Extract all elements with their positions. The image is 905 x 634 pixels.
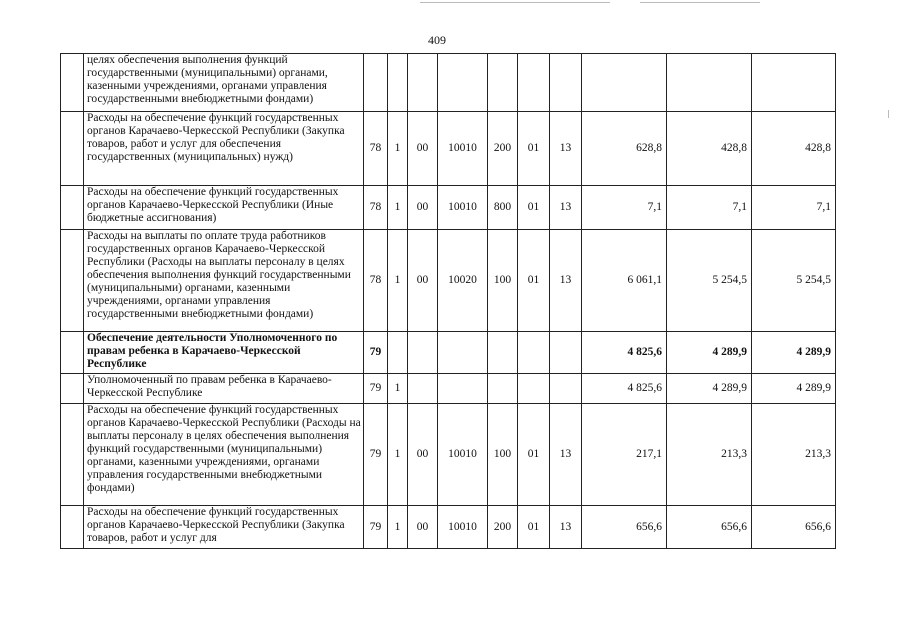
code-cell [518,332,550,374]
amount-cell: 213,3 [752,404,836,506]
scan-artifact-tick [888,110,889,118]
code-cell: 78 [364,230,388,332]
amount-cell: 7,1 [582,186,667,230]
amount-cell: 4 289,9 [667,374,752,404]
code-cell [408,374,438,404]
code-cell: 800 [488,186,518,230]
code-cell: 00 [408,230,438,332]
code-cell: 10010 [438,112,488,186]
code-cell [388,54,408,112]
amount-cell [582,54,667,112]
amount-cell: 4 289,9 [752,332,836,374]
row-margin-cell [61,332,84,374]
row-description: Расходы на выплаты по оплате труда работников государственных органов Карачаево-Черкесской Республики (Расходы на выплаты персоналу в целях обеспечения выполнения функций государственными (муниципальными) органами, казенными учреждениями, органами управления государственными внебюджетными фондами) [84,230,364,332]
row-margin-cell [61,112,84,186]
code-cell [518,374,550,404]
code-cell: 200 [488,506,518,549]
code-cell: 13 [550,404,582,506]
row-margin-cell [61,404,84,506]
code-cell: 10020 [438,230,488,332]
amount-cell: 4 825,6 [582,332,667,374]
table-row [61,332,836,374]
row-description: Расходы на обеспечение функций государственных органов Карачаево-Черкесской Республики (Иные бюджетные ассигнования) [84,186,364,230]
row-margin-cell [61,186,84,230]
code-cell: 00 [408,404,438,506]
scan-artifact-line [420,2,610,3]
code-cell: 1 [388,112,408,186]
amount-cell: 656,6 [667,506,752,549]
code-cell [550,332,582,374]
amount-cell: 5 254,5 [667,230,752,332]
amount-cell: 217,1 [582,404,667,506]
amount-cell: 628,8 [582,112,667,186]
code-cell: 100 [488,230,518,332]
code-cell: 00 [408,112,438,186]
row-margin-cell [61,374,84,404]
code-cell: 01 [518,186,550,230]
page-number: 409 [428,33,446,47]
row-margin-cell [61,54,84,112]
code-cell: 00 [408,506,438,549]
row-description: Расходы на обеспечение функций государственных органов Карачаево-Черкесской Республики (Закупка товаров, работ и услуг для [84,506,364,549]
code-cell [408,54,438,112]
code-cell [518,54,550,112]
code-cell: 79 [364,374,388,404]
code-cell: 00 [408,186,438,230]
code-cell: 79 [364,404,388,506]
code-cell [388,332,408,374]
amount-cell: 7,1 [752,186,836,230]
table-row [61,506,836,549]
table-row [61,230,836,332]
amount-cell [667,54,752,112]
amount-cell: 4 289,9 [667,332,752,374]
table-row [61,186,836,230]
code-cell [364,54,388,112]
row-description: целях обеспечения выполнения функций государственными (муниципальными) органами, казенными учреждениями, органами управления государственными внебюджетными фондами) [84,54,364,112]
code-cell [488,332,518,374]
code-cell [408,332,438,374]
code-cell: 13 [550,506,582,549]
code-cell: 200 [488,112,518,186]
code-cell: 13 [550,186,582,230]
row-margin-cell [61,506,84,549]
amount-cell: 428,8 [752,112,836,186]
code-cell: 78 [364,186,388,230]
code-cell [438,54,488,112]
code-cell [488,374,518,404]
table-row [61,404,836,506]
code-cell: 1 [388,404,408,506]
code-cell: 100 [488,404,518,506]
amount-cell: 4 825,6 [582,374,667,404]
amount-cell [752,54,836,112]
code-cell: 01 [518,404,550,506]
code-cell [438,332,488,374]
code-cell: 01 [518,506,550,549]
amount-cell: 656,6 [582,506,667,549]
code-cell: 10010 [438,506,488,549]
amount-cell: 4 289,9 [752,374,836,404]
amount-cell: 7,1 [667,186,752,230]
row-description: Расходы на обеспечение функций государственных органов Карачаево-Черкесской Республики (Закупка товаров, работ и услуг для обеспечения государственных (муниципальных) нужд) [84,112,364,186]
code-cell: 79 [364,506,388,549]
amount-cell: 656,6 [752,506,836,549]
code-cell: 1 [388,230,408,332]
amount-cell: 5 254,5 [752,230,836,332]
scan-artifact-line [640,2,760,3]
code-cell [550,54,582,112]
budget-table [60,53,836,549]
code-cell: 1 [388,186,408,230]
code-cell: 1 [388,374,408,404]
code-cell: 78 [364,112,388,186]
row-description: Расходы на обеспечение функций государственных органов Карачаево-Черкесской Республики (Расходы на выплаты персоналу в целях обеспечения выполнения функций государственными (муниципальными) органами, казенными учреждениями, органами управления государственными внебюджетными фондами) [84,404,364,506]
code-cell: 1 [388,506,408,549]
code-cell: 13 [550,112,582,186]
code-cell: 79 [364,332,388,374]
table-row [61,374,836,404]
code-cell: 01 [518,230,550,332]
row-margin-cell [61,230,84,332]
code-cell: 01 [518,112,550,186]
code-cell [488,54,518,112]
row-description: Обеспечение деятельности Уполномоченного по правам ребенка в Карачаево-Черкесской Республике [84,332,364,374]
code-cell [550,374,582,404]
code-cell: 10010 [438,404,488,506]
amount-cell: 428,8 [667,112,752,186]
code-cell: 10010 [438,186,488,230]
table-row [61,54,836,112]
code-cell: 13 [550,230,582,332]
table-row [61,112,836,186]
row-description: Уполномоченный по правам ребенка в Карачаево-Черкесской Республике [84,374,364,404]
amount-cell: 213,3 [667,404,752,506]
amount-cell: 6 061,1 [582,230,667,332]
code-cell [438,374,488,404]
